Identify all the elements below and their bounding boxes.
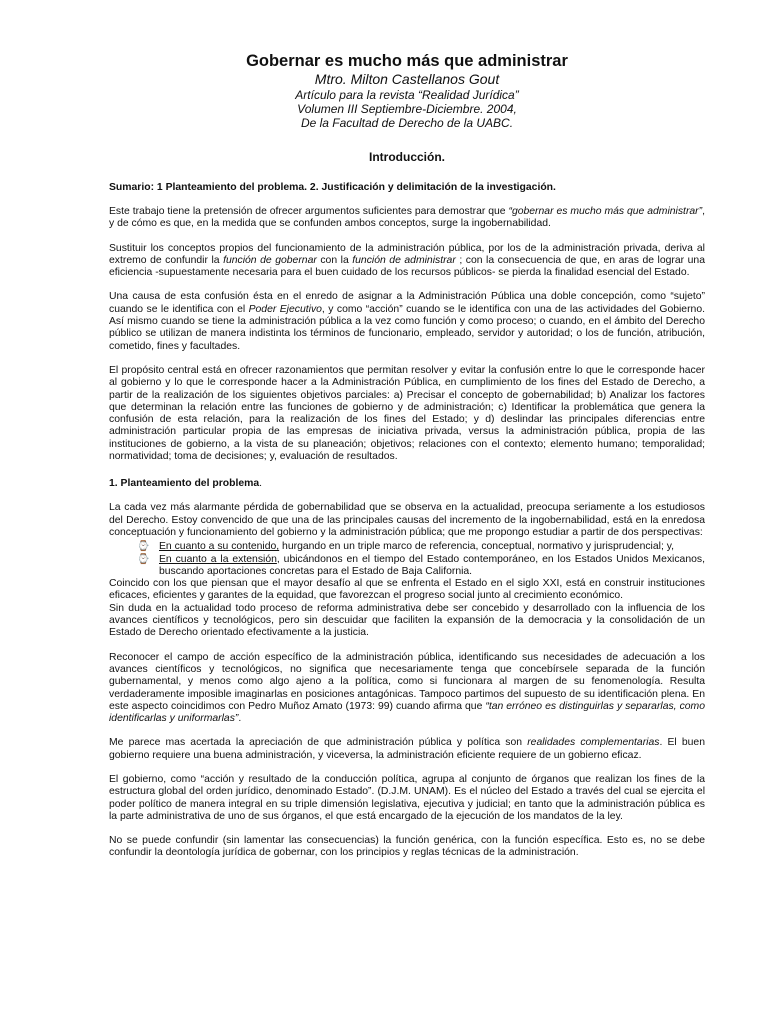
quote-span: “tan erróneo es distinguirlas y separarlas, como identificarlas y uniformarlas”	[109, 700, 705, 725]
emphasis-span: “gobernar es mucho más que administrar”	[508, 206, 703, 217]
text-span: . El buen gobierno requiere una buena administración, y viceversa, la administración eficiente requiere de un gobierno eficaz.	[109, 737, 705, 761]
text-span: Me parece mas acertada la apreciación de que administración pública y política son	[109, 737, 528, 749]
paragraph-7: Sin duda en la actualidad todo proceso de reforma administrativa debe ser concebido y desarrollado con la influencia de los avances científicos y tecnológicos, pero sin descuidar que faciliten la expansión de la democracia y la consolidación de un Estado de Derecho orientado efectivamente a la justicia.	[109, 602, 705, 639]
paragraph-5: La cada vez más alarmante pérdida de gobernabilidad que se observa en la actualidad, preocupa seriamente a los estudiosos del Derecho. Estoy convencido de que una de las principales causas del incremento de la ingobernabilidad, está en la enredosa conceptuación y funcionamiento del gobierno y la administración pública; que me propongo estudiar a partir de dos perspectivas:	[109, 502, 705, 538]
list-item	[137, 554, 705, 579]
section-1-heading	[109, 477, 705, 490]
clock-icon: ⌚	[137, 541, 150, 553]
publication-line-1: Artículo para la revista “Realidad Jurídica”	[295, 88, 519, 102]
underlined-span: En cuanto a su contenido,	[159, 541, 280, 553]
document-title: Gobernar es mucho más que administrar	[246, 52, 568, 70]
emphasis-span: realidades complementarias	[527, 737, 660, 749]
text-span: hurgando en un triple marco de referencia, conceptual, normativo y jurisprudencial; y,	[279, 541, 675, 553]
emphasis-span: función de gobernar	[223, 254, 317, 266]
paragraph-1	[109, 206, 705, 231]
introduction-heading: Introducción.	[369, 150, 445, 164]
emphasis-span: Poder Ejecutivo	[248, 303, 322, 315]
paragraph-11: No se puede confundir (sin lamentar las consecuencias) la función genérica, con la función específica. Esto es, no se debe confundir la deontología jurídica de gobernar, con los principios y reglas técnicas de la administración.	[109, 835, 705, 859]
perspectives-list	[109, 541, 705, 578]
text-span: , y de cómo es que, en la medida que se confunden ambos conceptos, surge la ingobernabilidad.	[109, 206, 705, 230]
paragraph-9	[109, 737, 705, 762]
clock-icon: ⌚	[137, 553, 150, 565]
publication-line-3: De la Facultad de Derecho de la UABC.	[300, 116, 514, 130]
paragraph-4: El propósito central está en ofrecer razonamientos que permitan resolver y evitar la confusión entre lo que le corresponde hacer al gobierno y lo que le corresponde hacer a la Administración Pública, en cumplimiento de los fines del Estado de Derecho, a partir de la realización de los siguientes objetivos parciales: a) Precisar el concepto de gobernabilidad; b) Analizar los factores que determinan la relación entre las funciones de gobierno y de administración; c) Identificar la problemática que genera la confusión de esta relación, para la realización de los fines del Estado; y d) deslindar las principales diferencias entre administración particular propia de las empresas de iniciativa privada, versus la administración pública, propia de las instituciones de gobierno, a la vista de su planeación; objetivos; relaciones con el contexto; elemento humano; temporalidad; normatividad; toma de decisiones; y, evaluación de resultados.	[109, 364, 705, 463]
text-span: Este trabajo tiene la pretensión de ofrecer argumentos suficientes para demostrar que	[109, 206, 509, 217]
publication-line-2: Volumen III Septiembre-Diciembre. 2004,	[297, 102, 517, 116]
text-span: ; con la consecuencia de que, en aras de lograr una eficiencia -supuestamente necesaria para el buen cuidado de los recursos públicos- se pierda la finalidad esencial del Estado.	[109, 254, 705, 279]
paragraph-3	[109, 291, 705, 352]
section-1-heading-text: 1. Planteamiento del problema	[109, 478, 260, 490]
paragraph-10: El gobierno, como “acción y resultado de la conducción política, agrupa al conjunto de órganos que realizan los fines de la estructura global del orden jurídico, denominado Estado”. (D.J.M. UNAM). Es el núcleo del Estado a través del cual se ejercita el poder político de manera integral en su triple dimensión legislativa, ejecutiva y judicial; en tanto que la administración pública es la parte administrativa de uno de sus órganos, el que está encargado de la ejecución de los mandatos de la ley.	[109, 773, 705, 822]
text-span: Una causa de esta confusión ésta en el enredo de asignar a la Administración Pública una doble concepción, como “sujeto” cuando se le identifica con el	[109, 291, 705, 315]
paragraph-6: Coincido con los que piensan que el mayor desafío al que se enfrenta el Estado en el siglo XXI, está en construir instituciones eficaces, eficientes y garantes de la equidad, que favorezcan el progreso social junto al crecimiento económico.	[109, 578, 705, 602]
paragraph-8	[109, 652, 705, 726]
author-name: Mtro. Milton Castellanos Gout	[314, 71, 500, 87]
text-span: , ubicándonos en el tiempo del Estado contemporáneo, en los Estados Unidos Mexicanos, buscando aportaciones concretas para el Estado de Baja California.	[159, 553, 705, 577]
emphasis-span: función de administrar	[352, 254, 456, 266]
text-span: Sustituir los conceptos propios del funcionamiento de la administración pública, por los de la administración privada, deriva al extremo de confundir la	[109, 242, 705, 266]
document-header	[109, 52, 705, 130]
section-1-heading-dot: .	[259, 478, 263, 490]
summary-line: Sumario: 1 Planteamiento del problema. 2. Justificación y delimitación de la investigación.	[109, 182, 556, 193]
text-span: , y como “acción” cuando se le identifica con una de las actividades del Gobierno. Así mismo cuando se tiene la administración pública a la vez como función y como proceso; o cuando, en el ámbito del Derecho público se utilizan de manera indistinta los términos de funcionario, empleado, servidor y autoridad; o los de función, atribución, cometido, fines y facultades.	[109, 303, 705, 352]
text-span: Reconocer el campo de acción específico de la administración pública, identificando sus necesidades de adecuación a los avances científicos y tecnológicos, no significa que necesariamente tenga que concebírsele separada de la función gubernamental, y menos como algo ajeno a la política, como si funcionara al margen de su fenomenología. Resulta verdaderamente imposible imaginarlas en posiciones antagónicas. Tampoco partimos del supuesto de su identificación plena. En este aspecto coincidimos con Pedro Muñoz Amato (1973: 99) cuando afirma que	[109, 651, 705, 712]
underlined-span: En cuanto a la extensión	[159, 553, 277, 565]
paragraph-2	[109, 243, 705, 280]
text-span: .	[238, 713, 242, 725]
list-item	[137, 541, 705, 553]
text-span: con la	[316, 254, 353, 266]
